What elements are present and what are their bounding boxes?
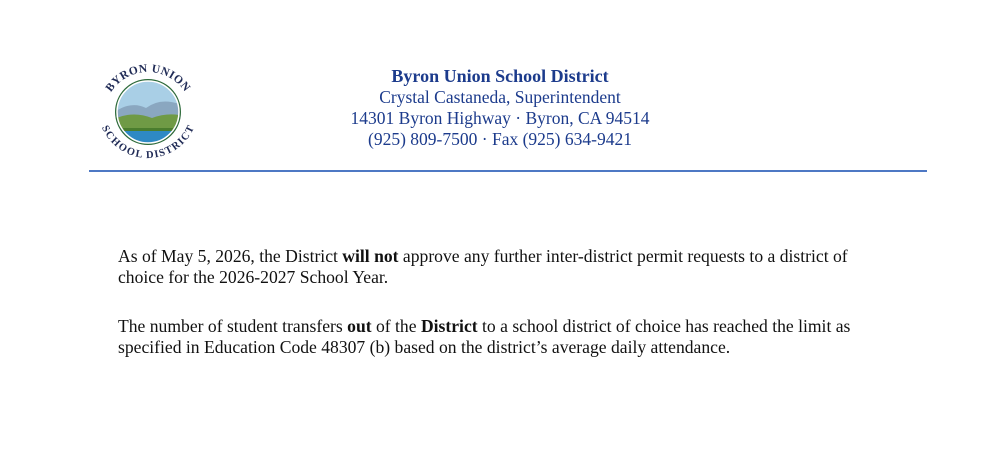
- notice-text: approve any further inter-district permit requests to a district of choice for the 2026-2027 School Year.: [118, 246, 848, 287]
- notice-text: As of May 5, 2026, the District: [118, 246, 343, 266]
- district-name: Byron Union School District: [391, 66, 609, 86]
- notice-emphasis: will not: [342, 246, 399, 266]
- letterhead: [300, 66, 700, 150]
- superintendent-line: Crystal Castaneda, Superintendent: [379, 87, 621, 107]
- notice-text: The number of student transfers: [118, 316, 348, 336]
- notice-emphasis: District: [420, 316, 478, 336]
- notice-body: [118, 246, 888, 386]
- district-logo: [92, 56, 204, 168]
- notice-paragraph-2: [118, 316, 888, 358]
- logo-bottom-text: SCHOOL DISTRICT: [98, 123, 198, 162]
- phone-line: (925) 809-7500 · Fax (925) 634-9421: [368, 129, 632, 149]
- notice-paragraph-1: [118, 246, 888, 288]
- notice-text: of the: [371, 316, 421, 336]
- header-divider: [89, 170, 927, 172]
- notice-emphasis: out: [347, 316, 372, 336]
- notice-text: to a school district of choice has reached the limit as specified in Education Code 48307 (b) based on the district’s average daily attendance.: [118, 316, 851, 357]
- address-line: 14301 Byron Highway · Byron, CA 94514: [350, 108, 650, 128]
- logo-top-text: BYRON UNION: [103, 62, 193, 95]
